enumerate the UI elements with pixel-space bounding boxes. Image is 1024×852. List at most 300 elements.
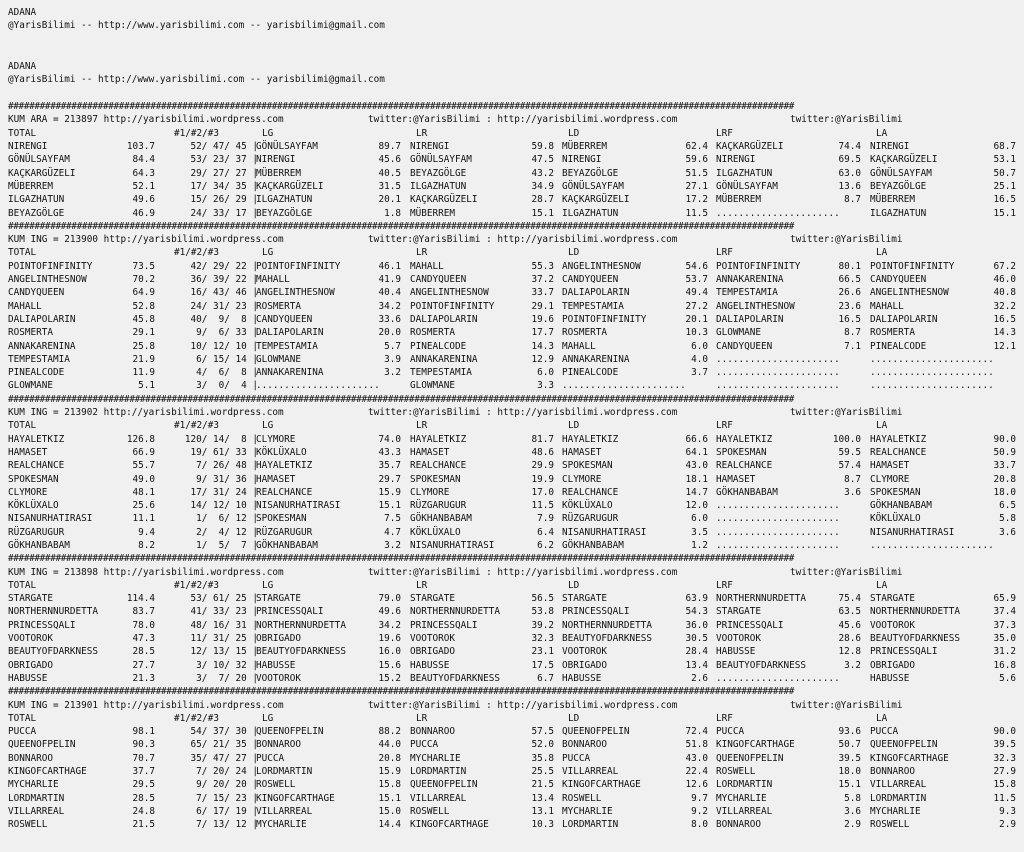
total-value: 28.5 xyxy=(132,646,155,658)
ld-horse: ANNAKARENINA xyxy=(562,353,630,365)
ld-value: 3.5 xyxy=(691,526,708,538)
table-row xyxy=(8,619,1024,632)
lg-horse: NISANURHATIRASI xyxy=(256,500,341,512)
lr-horse: GÖNÜLSAYFAM xyxy=(410,154,472,166)
rank-counts: 1/ 6/ 12 | xyxy=(196,513,258,525)
lrf-value: 13.6 xyxy=(838,180,861,192)
lrf-horse: ...................... xyxy=(716,500,840,512)
lg-value: 35.7 xyxy=(378,460,401,472)
ld-horse: LORDMARTIN xyxy=(562,819,619,831)
table-row xyxy=(8,659,1024,672)
total-value: 8.2 xyxy=(138,539,155,551)
col-header-lr: LR xyxy=(416,579,428,591)
table-row xyxy=(8,326,1024,339)
lg-horse: RÜZGARUGUR xyxy=(256,526,313,538)
table-row xyxy=(8,672,1024,685)
horse-name: REALCHANCE xyxy=(8,460,65,472)
ld-horse: OBRIGADO xyxy=(562,659,608,671)
header-contact-repeat: @YarisBilimi -- http://www.yarisbilimi.com -- yarisbilimi@gmail.com xyxy=(8,73,385,85)
lg-horse: SPOKESMAN xyxy=(256,513,307,525)
ld-horse: VOOTOROK xyxy=(562,646,608,658)
lr-horse: QUEENOFPELIN xyxy=(410,779,478,791)
ld-horse: BEAUTYOFDARKNESS xyxy=(562,633,653,645)
ld-horse: GÖKHANBABAM xyxy=(562,539,624,551)
rank-counts: 17/ 34/ 35 | xyxy=(190,180,258,192)
col-header-ld: LD xyxy=(568,420,580,432)
lg-value: 31.5 xyxy=(378,180,401,192)
lr-horse: STARGATE xyxy=(410,593,456,605)
la-horse: KAÇKARGÜZELI xyxy=(870,154,938,166)
ld-value: 12.6 xyxy=(685,779,708,791)
ld-horse: NORTHERNNURDETTA xyxy=(562,619,653,631)
total-value: 24.8 xyxy=(132,805,155,817)
table-row xyxy=(8,379,1024,392)
spacer xyxy=(8,33,1024,60)
lrf-value: 23.6 xyxy=(838,300,861,312)
lr-value: 12.9 xyxy=(531,353,554,365)
lg-horse: NIRENGI xyxy=(256,154,296,166)
lrf-value: 3.2 xyxy=(844,659,861,671)
col-header-lr: LR xyxy=(416,712,428,724)
total-value: 28.5 xyxy=(132,792,155,804)
lrf-value: 12.8 xyxy=(838,646,861,658)
lr-value: 32.3 xyxy=(531,633,554,645)
table-row xyxy=(8,486,1024,499)
col-header-ld: LD xyxy=(568,247,580,259)
ld-value: 17.2 xyxy=(685,194,708,206)
la-horse: LORDMARTIN xyxy=(870,792,927,804)
lr-horse: KÖKLÜXALO xyxy=(410,526,461,538)
la-value: 33.7 xyxy=(993,460,1016,472)
horse-name: VOOTOROK xyxy=(8,633,54,645)
lg-horse: ROSWELL xyxy=(256,779,296,791)
horse-name: PRINCESSQALI xyxy=(8,619,76,631)
lr-value: 19.6 xyxy=(531,313,554,325)
lr-value: 6.2 xyxy=(537,539,554,551)
lr-value: 55.3 xyxy=(531,260,554,272)
ld-value: 66.6 xyxy=(685,433,708,445)
horse-name: PUCCA xyxy=(8,726,37,738)
la-value: 46.0 xyxy=(993,274,1016,286)
lg-value: 15.2 xyxy=(378,672,401,684)
lg-horse: HAYALETKIZ xyxy=(256,460,313,472)
lg-horse: NORTHERNNURDETTA xyxy=(256,619,347,631)
lg-value: 15.0 xyxy=(378,805,401,817)
la-horse: NIRENGI xyxy=(870,141,910,153)
ld-horse: ANGELINTHESNOW xyxy=(562,260,641,272)
la-value: 15.1 xyxy=(993,207,1016,219)
lr-value: 23.1 xyxy=(531,646,554,658)
lrf-value: 50.7 xyxy=(838,739,861,751)
lr-value: 47.5 xyxy=(531,154,554,166)
horse-name: TEMPESTAMIA xyxy=(8,353,70,365)
total-value: 46.9 xyxy=(132,207,155,219)
la-value: 16.5 xyxy=(993,313,1016,325)
la-horse: ILGAZHATUN xyxy=(870,207,927,219)
lg-value: 19.6 xyxy=(378,633,401,645)
la-value: 37.4 xyxy=(993,606,1016,618)
race-header xyxy=(8,566,1024,579)
horse-name: POINTOFINFINITY xyxy=(8,260,93,272)
col-header-ranks: #1/#2/#3 xyxy=(174,712,220,724)
column-header-row xyxy=(8,127,1024,140)
rank-counts: 7/ 26/ 48 | xyxy=(196,460,258,472)
total-value: 73.5 xyxy=(132,260,155,272)
lr-horse: PRINCESSQALI xyxy=(410,619,478,631)
lg-horse: ANNAKARENINA xyxy=(256,367,324,379)
col-header-ld: LD xyxy=(568,127,580,139)
total-value: 25.8 xyxy=(132,340,155,352)
header-contact: @YarisBilimi -- http://www.yarisbilimi.com -- yarisbilimi@gmail.com xyxy=(8,20,385,32)
rank-counts: 24/ 33/ 17 | xyxy=(190,207,258,219)
rank-counts: 9/ 6/ 33 | xyxy=(196,327,258,339)
horse-name: ROSMERTA xyxy=(8,327,54,339)
lg-value: 79.0 xyxy=(378,593,401,605)
horse-name: GLOWMANE xyxy=(8,380,54,392)
col-header-total: TOTAL xyxy=(8,712,37,724)
la-value: 16.5 xyxy=(993,194,1016,206)
la-value: 5.8 xyxy=(999,513,1016,525)
lg-horse: BONNAROO xyxy=(256,739,302,751)
rank-counts: 11/ 31/ 25 | xyxy=(190,633,258,645)
lg-value: 41.9 xyxy=(378,274,401,286)
la-horse: PRINCESSQALI xyxy=(870,646,938,658)
rank-counts: 19/ 61/ 33 | xyxy=(190,446,258,458)
lg-horse: ANGELINTHESNOW xyxy=(256,287,335,299)
lr-horse: KINGOFCARTHAGE xyxy=(410,819,489,831)
la-horse: CANDYQUEEN xyxy=(870,274,927,286)
ld-value: 30.5 xyxy=(685,633,708,645)
horse-name: HAMASET xyxy=(8,446,48,458)
ld-horse: RÜZGARUGUR xyxy=(562,513,619,525)
lrf-horse: KAÇKARGÜZELI xyxy=(716,141,784,153)
ld-horse: ILGAZHATUN xyxy=(562,207,619,219)
table-row xyxy=(8,738,1024,751)
rank-counts: 6/ 15/ 14 | xyxy=(196,353,258,365)
la-value: 5.6 xyxy=(999,672,1016,684)
ld-value: 51.5 xyxy=(685,167,708,179)
total-value: 21.9 xyxy=(132,353,155,365)
lr-horse: ROSWELL xyxy=(410,805,450,817)
horse-name: ROSWELL xyxy=(8,819,48,831)
la-horse: STARGATE xyxy=(870,593,916,605)
lrf-value: 3.6 xyxy=(844,486,861,498)
race-id-text: KUM ING = 213902 http://yarisbilimi.wordpress.com xyxy=(8,407,284,419)
lrf-value: 3.6 xyxy=(844,805,861,817)
rank-counts: 35/ 47/ 27 | xyxy=(190,752,258,764)
horse-name: LORDMARTIN xyxy=(8,792,65,804)
lrf-value: 5.8 xyxy=(844,792,861,804)
lrf-value: 8.7 xyxy=(844,327,861,339)
lg-value: 20.8 xyxy=(378,752,401,764)
race-sections xyxy=(8,100,1024,831)
lr-value: 21.5 xyxy=(531,779,554,791)
column-header-row xyxy=(8,579,1024,592)
table-row xyxy=(8,153,1024,166)
rank-counts: 3/ 0/ 4 | xyxy=(196,380,258,392)
table-row xyxy=(8,473,1024,486)
horse-name: RÜZGARUGUR xyxy=(8,526,65,538)
col-header-total: TOTAL xyxy=(8,127,37,139)
lrf-horse: ...................... xyxy=(716,380,840,392)
table-row xyxy=(8,286,1024,299)
la-horse: OBRIGADO xyxy=(870,659,916,671)
horse-name: ANGELINTHESNOW xyxy=(8,274,87,286)
lg-value: 34.2 xyxy=(378,619,401,631)
la-value: 16.8 xyxy=(993,659,1016,671)
ld-value: 12.0 xyxy=(685,500,708,512)
race-id-text: KUM ING = 213900 http://yarisbilimi.wordpress.com xyxy=(8,234,284,246)
rank-counts: 7/ 20/ 24 | xyxy=(196,766,258,778)
ld-value: 62.4 xyxy=(685,141,708,153)
table-row xyxy=(8,140,1024,153)
ld-value: 20.1 xyxy=(685,313,708,325)
ld-value: 18.1 xyxy=(685,473,708,485)
la-value: 67.2 xyxy=(993,260,1016,272)
ld-horse: ROSWELL xyxy=(562,792,602,804)
lr-value: 6.0 xyxy=(537,367,554,379)
ld-horse: PUCCA xyxy=(562,752,591,764)
total-value: 29.5 xyxy=(132,779,155,791)
lrf-horse: BEAUTYOFDARKNESS xyxy=(716,659,807,671)
lg-horse: LORDMARTIN xyxy=(256,766,313,778)
lr-horse: VILLARREAL xyxy=(410,792,467,804)
lrf-horse: STARGATE xyxy=(716,606,762,618)
horse-name: NORTHERNNURDETTA xyxy=(8,606,99,618)
lrf-value: 7.1 xyxy=(844,340,861,352)
lg-value: 40.5 xyxy=(378,167,401,179)
lr-horse: KAÇKARGÜZELI xyxy=(410,194,478,206)
ld-value: 43.0 xyxy=(685,460,708,472)
table-row xyxy=(8,605,1024,618)
lr-horse: CANDYQUEEN xyxy=(410,274,467,286)
lg-value: 5.7 xyxy=(384,340,401,352)
lg-horse: VOOTOROK xyxy=(256,672,302,684)
table-row xyxy=(8,752,1024,765)
la-value: 18.0 xyxy=(993,486,1016,498)
horse-name: KAÇKARGÜZELI xyxy=(8,167,76,179)
lg-value: 15.6 xyxy=(378,659,401,671)
horse-name: QUEENOFPELIN xyxy=(8,739,76,751)
lg-horse: ROSMERTA xyxy=(256,300,302,312)
lg-value: 74.0 xyxy=(378,433,401,445)
lr-value: 17.0 xyxy=(531,486,554,498)
total-value: 90.3 xyxy=(132,739,155,751)
ld-value: 14.7 xyxy=(685,486,708,498)
lg-horse: MYCHARLIE xyxy=(256,819,307,831)
table-row xyxy=(8,725,1024,738)
lg-value: 4.7 xyxy=(384,526,401,538)
la-value: 40.8 xyxy=(993,287,1016,299)
lr-value: 29.1 xyxy=(531,300,554,312)
lrf-horse: GÖNÜLSAYFAM xyxy=(716,180,778,192)
lr-horse: POINTOFINFINITY xyxy=(410,300,495,312)
lrf-horse: ILGAZHATUN xyxy=(716,167,773,179)
race-twitter-text-2: twitter:@YarisBilimi xyxy=(790,114,903,126)
ld-horse: BEYAZGÖLGE xyxy=(562,167,619,179)
horse-name: GÖNÜLSAYFAM xyxy=(8,154,70,166)
table-row xyxy=(8,180,1024,193)
lg-value: 46.1 xyxy=(378,260,401,272)
lr-value: 29.9 xyxy=(531,460,554,472)
la-value: 15.8 xyxy=(993,779,1016,791)
la-value: 27.9 xyxy=(993,766,1016,778)
table-row xyxy=(8,818,1024,831)
lg-value: 49.6 xyxy=(378,606,401,618)
rank-counts: 53/ 61/ 25 | xyxy=(190,593,258,605)
lrf-horse: NIRENGI xyxy=(716,154,756,166)
lrf-horse: ...................... xyxy=(716,207,840,219)
total-value: 9.4 xyxy=(138,526,155,538)
total-value: 126.8 xyxy=(126,433,155,445)
lr-horse: TEMPESTAMIA xyxy=(410,367,472,379)
table-row xyxy=(8,313,1024,326)
lr-horse: BEAUTYOFDARKNESS xyxy=(410,672,501,684)
lrf-horse: ANGELINTHESNOW xyxy=(716,300,795,312)
total-value: 29.1 xyxy=(132,327,155,339)
la-value: 3.6 xyxy=(999,526,1016,538)
ld-value: 43.0 xyxy=(685,752,708,764)
col-header-ranks: #1/#2/#3 xyxy=(174,420,220,432)
table-row xyxy=(8,273,1024,286)
lr-horse: MAHALL xyxy=(410,260,444,272)
la-horse: VOOTOROK xyxy=(870,619,916,631)
la-value: 20.8 xyxy=(993,473,1016,485)
lg-value: 15.9 xyxy=(378,486,401,498)
ld-value: 6.0 xyxy=(691,513,708,525)
horse-name: HAYALETKIZ xyxy=(8,433,65,445)
race-twitter-text: twitter:@YarisBilimi : http://yarisbilimi.wordpress.com xyxy=(368,699,678,711)
table-row xyxy=(8,433,1024,446)
ld-horse: KINGOFCARTHAGE xyxy=(562,779,641,791)
col-header-ranks: #1/#2/#3 xyxy=(174,247,220,259)
total-value: 21.3 xyxy=(132,672,155,684)
race-header xyxy=(8,699,1024,712)
lg-horse: BEAUTYOFDARKNESS xyxy=(256,646,347,658)
lr-value: 57.5 xyxy=(531,726,554,738)
table-row xyxy=(8,778,1024,791)
race-id-text: KUM ARA = 213897 http://yarisbilimi.wordpress.com xyxy=(8,114,284,126)
lg-horse: KÖKLÜXALO xyxy=(256,446,307,458)
lg-horse: GÖKHANBABAM xyxy=(256,539,318,551)
ld-horse: MÜBERREM xyxy=(562,141,608,153)
table-row xyxy=(8,207,1024,220)
lr-horse: VOOTOROK xyxy=(410,633,456,645)
column-header-row xyxy=(8,712,1024,725)
lrf-horse: KINGOFCARTHAGE xyxy=(716,739,795,751)
table-row xyxy=(8,805,1024,818)
horse-name: NIRENGI xyxy=(8,141,48,153)
rank-counts: 1/ 5/ 7 | xyxy=(196,539,258,551)
ld-horse: MAHALL xyxy=(562,340,596,352)
lrf-value: 80.1 xyxy=(838,260,861,272)
la-horse: KÖKLÜXALO xyxy=(870,513,921,525)
la-value: 32.2 xyxy=(993,300,1016,312)
lrf-horse: ...................... xyxy=(716,539,840,551)
lrf-value: 18.0 xyxy=(838,766,861,778)
race-id-text: KUM ING = 213901 http://yarisbilimi.wordpress.com xyxy=(8,699,284,711)
table-row xyxy=(8,340,1024,353)
ld-value: 27.1 xyxy=(685,180,708,192)
lg-horse: REALCHANCE xyxy=(256,486,313,498)
race-twitter-text: twitter:@YarisBilimi : http://yarisbilimi.wordpress.com xyxy=(368,566,678,578)
la-horse: BONNAROO xyxy=(870,766,916,778)
horse-name: MYCHARLIE xyxy=(8,779,59,791)
ld-horse: POINTOFINFINITY xyxy=(562,313,647,325)
lr-value: 59.8 xyxy=(531,141,554,153)
col-header-total: TOTAL xyxy=(8,420,37,432)
total-value: 45.8 xyxy=(132,313,155,325)
rank-counts: 16/ 43/ 46 | xyxy=(190,287,258,299)
race-twitter-text-2: twitter:@YarisBilimi xyxy=(790,234,903,246)
la-horse: BEYAZGÖLGE xyxy=(870,180,927,192)
lrf-horse: HABUSSE xyxy=(716,646,756,658)
ld-horse: QUEENOFPELIN xyxy=(562,726,630,738)
lg-horse: GÖNÜLSAYFAM xyxy=(256,141,318,153)
lrf-value: 66.5 xyxy=(838,274,861,286)
table-row xyxy=(8,353,1024,366)
rank-counts: 54/ 37/ 30 | xyxy=(190,726,258,738)
lr-value: 6.7 xyxy=(537,672,554,684)
rank-counts: 14/ 12/ 10 | xyxy=(190,500,258,512)
col-header-total: TOTAL xyxy=(8,247,37,259)
rank-counts: 12/ 13/ 15 | xyxy=(190,646,258,658)
lg-value: 34.2 xyxy=(378,300,401,312)
lrf-horse: QUEENOFPELIN xyxy=(716,752,784,764)
la-horse: GÖKHANBABAM xyxy=(870,500,932,512)
lg-value: 14.4 xyxy=(378,819,401,831)
col-header-lrf: LRF xyxy=(716,712,733,724)
ld-horse: REALCHANCE xyxy=(562,486,619,498)
total-value: 83.7 xyxy=(132,606,155,618)
lr-value: 33.7 xyxy=(531,287,554,299)
lrf-horse: ...................... xyxy=(716,353,840,365)
lr-value: 6.4 xyxy=(537,526,554,538)
lr-value: 14.3 xyxy=(531,340,554,352)
lg-horse: PUCCA xyxy=(256,752,285,764)
lrf-value: 8.7 xyxy=(844,194,861,206)
la-horse: REALCHANCE xyxy=(870,446,927,458)
rank-counts: 10/ 12/ 10 | xyxy=(190,340,258,352)
horse-name: KÖKLÜXALO xyxy=(8,500,59,512)
race-twitter-text: twitter:@YarisBilimi : http://yarisbilimi.wordpress.com xyxy=(368,234,678,246)
col-header-lrf: LRF xyxy=(716,579,733,591)
ld-value: 6.0 xyxy=(691,340,708,352)
lr-value: 35.8 xyxy=(531,752,554,764)
table-row xyxy=(8,526,1024,539)
lg-value: 3.2 xyxy=(384,367,401,379)
lr-value: 19.9 xyxy=(531,473,554,485)
la-horse: CLYMORE xyxy=(870,473,910,485)
ld-horse: NISANURHATIRASI xyxy=(562,526,647,538)
lr-horse: DALIAPOLARIN xyxy=(410,313,478,325)
la-value: 6.5 xyxy=(999,500,1016,512)
lg-horse: QUEENOFPELIN xyxy=(256,726,324,738)
horse-name: SPOKESMAN xyxy=(8,473,59,485)
lr-horse: NORTHERNNURDETTA xyxy=(410,606,501,618)
lr-horse: HAYALETKIZ xyxy=(410,433,467,445)
horse-name: MÜBERREM xyxy=(8,180,54,192)
la-horse: NORTHERNNURDETTA xyxy=(870,606,961,618)
separator-line: ##################################################################################################################################################### xyxy=(8,686,795,698)
ld-horse: CLYMORE xyxy=(562,473,602,485)
la-value: 9.3 xyxy=(999,805,1016,817)
ld-horse: HAMASET xyxy=(562,446,602,458)
la-horse: MÜBERREM xyxy=(870,194,916,206)
lr-value: 48.6 xyxy=(531,446,554,458)
la-value: 31.2 xyxy=(993,646,1016,658)
lg-value: 15.1 xyxy=(378,792,401,804)
